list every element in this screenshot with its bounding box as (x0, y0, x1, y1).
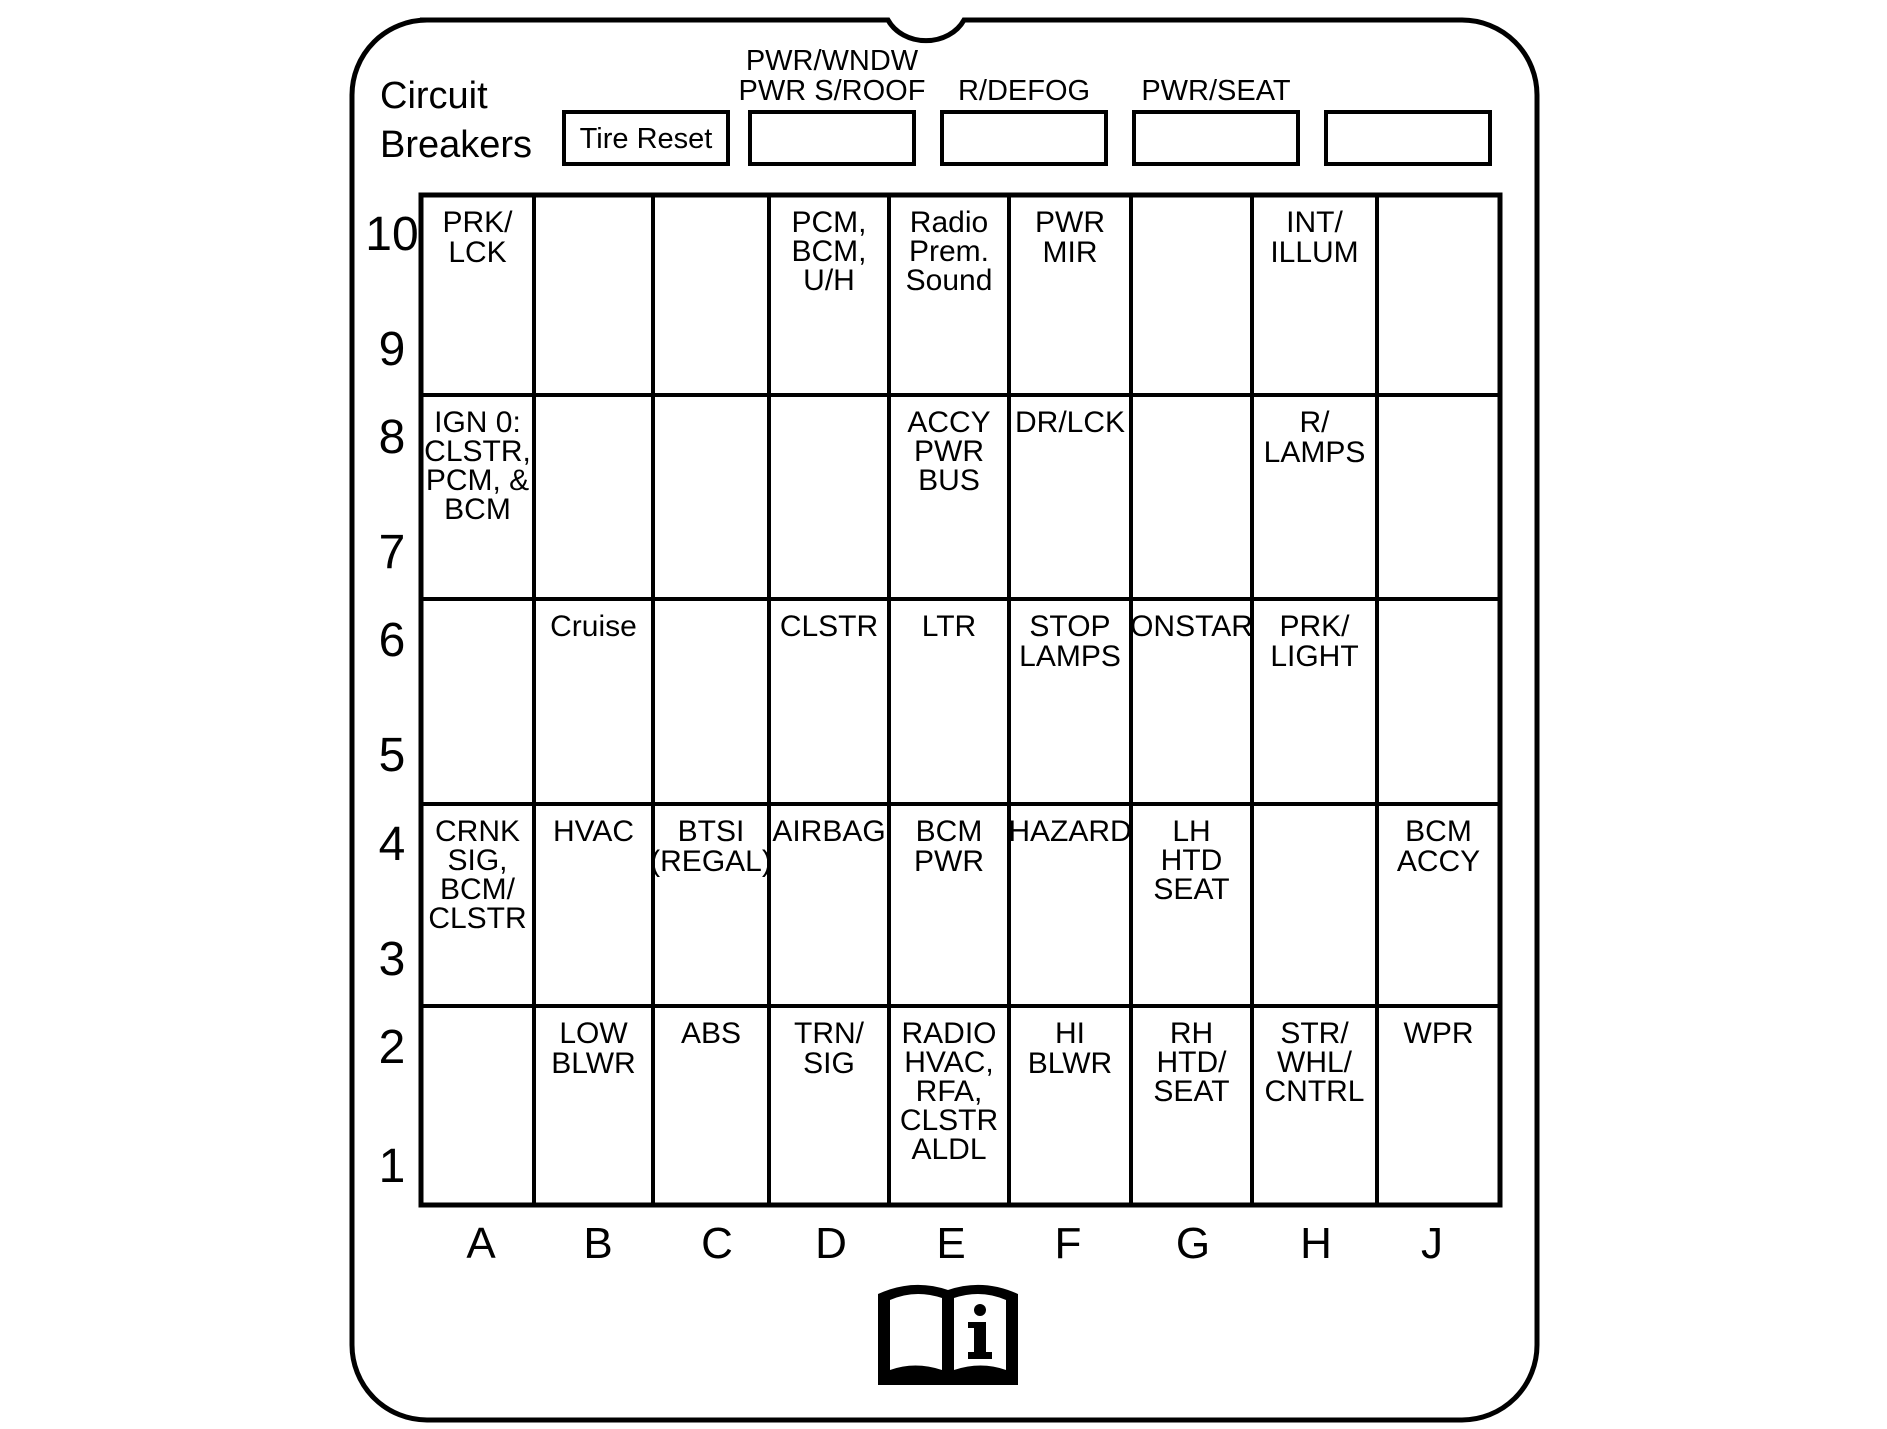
row-number-4: 4 (378, 818, 406, 871)
fuse-label-line: SIG, (447, 844, 508, 877)
fuse-cell-a-4 (428, 815, 526, 935)
fuse-label-line: SEAT (1153, 873, 1230, 906)
fuse-label-line: ABS (680, 1017, 742, 1050)
fuse-cell-c-4 (650, 815, 772, 878)
fuse-cell-g-4 (1153, 815, 1229, 906)
fuse-cell-h-1 (1270, 206, 1358, 269)
fuse-label-line: WHL/ (1277, 1046, 1352, 1079)
breaker-header-row (564, 45, 1490, 164)
fuse-label-line: BUS (918, 464, 980, 497)
fuse-label-line: SIG (803, 1047, 855, 1080)
title-line-2: Breakers (380, 124, 533, 166)
fuse-cell-j-4 (1397, 815, 1480, 878)
fuse-label-line: DR/LCK (1014, 406, 1126, 439)
column-letter-j: J (1421, 1219, 1443, 1268)
fuse-cell-a-2 (424, 406, 531, 526)
fuse-label-line: BCM, (791, 235, 867, 268)
fuse-label-line: PWR (914, 845, 984, 878)
fuse-cell-c-5 (681, 1017, 741, 1050)
fuse-label-line: PRK/ (1279, 610, 1350, 643)
fuse-label-line: BLWR (1027, 1047, 1113, 1080)
fuse-label-line: RFA, (915, 1075, 983, 1108)
title-line-1: Circuit (380, 75, 488, 117)
fuse-label-line: Cruise (550, 610, 637, 643)
breaker-slot-5 (1326, 112, 1490, 164)
fuse-label-line: ILLUM (1270, 236, 1359, 269)
column-letter-e: E (936, 1219, 966, 1268)
fuse-label-line: Radio (909, 206, 989, 239)
fuse-cell-g-5 (1153, 1017, 1229, 1108)
fuse-label-line: MIR (1042, 236, 1098, 269)
fuse-label-line: ONSTAR (1130, 610, 1253, 643)
fuse-label-line: R/ (1299, 406, 1330, 439)
fuse-cell-h-3 (1270, 610, 1358, 673)
fuse-cell-f-4 (1008, 815, 1131, 848)
panel-title (380, 75, 532, 166)
fuse-label-line: CLSTR (779, 610, 879, 643)
fuse-grid (421, 195, 1500, 1205)
fuse-label-line: AIRBAG (772, 815, 886, 848)
fuse-cell-f-1 (1035, 206, 1105, 269)
fuse-label-line: IGN 0: (434, 406, 521, 439)
row-number-5: 5 (378, 729, 406, 782)
column-letter-g: G (1175, 1219, 1211, 1268)
row-number-6: 6 (378, 614, 406, 667)
row-number-3: 3 (378, 933, 406, 986)
fuse-label-line: HI (1055, 1017, 1085, 1050)
row-number-2: 2 (378, 1021, 406, 1074)
breaker-slot-3 (942, 75, 1106, 164)
fuse-label-line: LCK (448, 236, 507, 269)
fuse-label-line: LIGHT (1270, 640, 1359, 673)
fuse-label-line: ALDL (911, 1133, 987, 1166)
breaker-caption-line: PWR S/ROOF (738, 75, 926, 107)
breaker-slot-box (750, 112, 914, 164)
fuse-label-line: U/H (803, 264, 855, 297)
fuse-label-line: STOP (1029, 610, 1111, 643)
fuse-cell-d-5 (794, 1017, 865, 1080)
fuse-label-line: HTD (1160, 844, 1223, 877)
breaker-slot-1 (564, 112, 728, 164)
column-letter-c: C (701, 1219, 733, 1268)
breaker-slot-4 (1134, 75, 1298, 164)
fuse-cell-e-3 (922, 610, 976, 643)
fuse-label-line: Prem. (908, 235, 990, 268)
fuse-label-line: RH (1169, 1017, 1214, 1050)
row-number-8: 8 (378, 411, 406, 464)
fuse-cell-j-5 (1404, 1017, 1474, 1050)
fuse-cell-h-2 (1264, 406, 1366, 469)
fuse-label-line: BLWR (551, 1047, 636, 1080)
fuse-label-line: INT/ (1286, 206, 1343, 239)
fuse-label-line: BCM (915, 815, 983, 848)
fuse-cell-e-1 (906, 206, 993, 297)
breaker-caption-line: PWR/SEAT (1141, 75, 1291, 107)
fuse-label-line: CLSTR, (424, 435, 531, 468)
fuse-cell-b-5 (551, 1017, 635, 1080)
fuse-label-line: HTD/ (1156, 1046, 1227, 1079)
column-letter-d: D (815, 1219, 847, 1268)
fuse-cell-b-4 (553, 815, 634, 848)
owner-manual-info-icon (878, 1285, 1018, 1385)
fuse-label-line: HAZARD (1008, 815, 1132, 848)
fuse-label-line: BTSI (677, 815, 745, 848)
breaker-caption-line: PWR/WNDW (745, 45, 919, 77)
fuse-label-line: LOW (559, 1017, 628, 1050)
fuse-label-line: (REGAL) (650, 845, 772, 878)
fuse-label-line: LH (1172, 815, 1211, 848)
fuse-label-line: WPR (1403, 1017, 1474, 1050)
breaker-slot-text: Tire Reset (579, 123, 713, 155)
fuse-label-line: HVAC, (904, 1046, 994, 1079)
fuse-label-line: LAMPS (1263, 436, 1366, 469)
breaker-slot-box (1134, 112, 1298, 164)
fuse-label-line: PCM, & (425, 464, 530, 497)
column-letter-h: H (1300, 1219, 1332, 1268)
column-letter-f: F (1054, 1219, 1082, 1268)
fuse-label-line: PWR (914, 435, 984, 468)
fuse-cell-f-2 (1015, 406, 1125, 439)
fuse-label-line: STR/ (1280, 1017, 1349, 1050)
fuse-label-line: SEAT (1153, 1075, 1230, 1108)
fuse-cell-e-4 (914, 815, 984, 878)
row-number-scale (365, 208, 418, 1193)
fuse-label-line: PWR (1035, 206, 1105, 239)
fuse-label-line: RADIO (901, 1017, 997, 1050)
fuse-label-line: BCM (1405, 815, 1472, 848)
fuse-cell-d-4 (772, 815, 885, 848)
fuse-cell-g-3 (1130, 610, 1253, 643)
fuse-label-line: CLSTR (899, 1104, 999, 1137)
fuse-cell-b-3 (550, 610, 637, 643)
fuse-label-line: CRNK (434, 815, 521, 848)
fuse-label-line: CNTRL (1264, 1075, 1365, 1108)
fuse-cell-h-5 (1264, 1017, 1364, 1108)
breaker-slot-2 (739, 45, 926, 164)
fuse-label-line: ACCY (1396, 845, 1481, 878)
row-number-1: 1 (378, 1140, 406, 1193)
column-letter-scale (466, 1219, 1443, 1268)
column-letter-a: A (466, 1219, 496, 1268)
breaker-slot-box (942, 112, 1106, 164)
fuse-cell-d-1 (792, 206, 867, 297)
fuse-label-line: BCM (444, 493, 511, 526)
fuse-cell-f-5 (1028, 1017, 1112, 1080)
fuse-cell-f-3 (1019, 610, 1121, 673)
fuse-label-line: ACCY (907, 406, 991, 439)
breaker-slot-box (1326, 112, 1490, 164)
fuse-label-line: HVAC (552, 815, 635, 848)
row-number-9: 9 (378, 323, 406, 376)
row-number-7: 7 (378, 526, 406, 579)
fuse-label-line: CLSTR (428, 902, 527, 935)
fuse-cell-e-2 (907, 406, 990, 497)
row-number-10: 10 (365, 208, 419, 261)
fuse-label-line: LAMPS (1019, 640, 1121, 673)
fuse-cell-a-1 (442, 206, 513, 269)
fuse-label-line: PRK/ (442, 206, 513, 239)
fuse-cell-d-3 (780, 610, 878, 643)
fuse-label-line: BCM/ (440, 873, 515, 906)
fuse-label-line: PCM, (791, 206, 867, 239)
fuse-label-line: LTR (921, 610, 977, 643)
fuse-label-line: TRN/ (794, 1017, 864, 1050)
column-letter-b: B (583, 1219, 613, 1268)
fuse-label-line: Sound (905, 264, 993, 297)
fuse-cell-e-5 (900, 1017, 998, 1166)
breaker-caption-line: R/DEFOG (957, 75, 1091, 107)
